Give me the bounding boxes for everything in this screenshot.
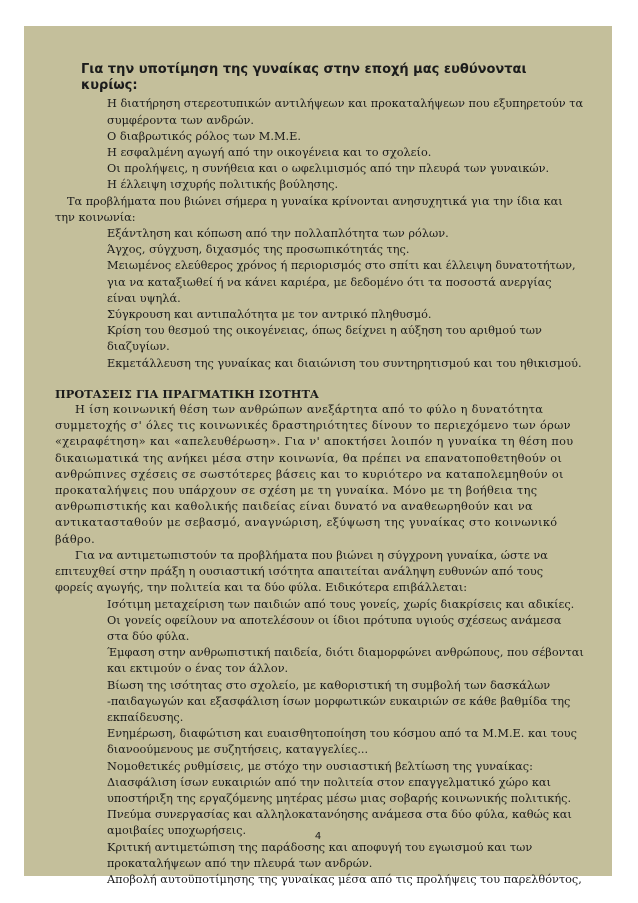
list-item xyxy=(55,161,584,177)
proposals-paragraph: Για να αντιμετωπιστούν τα προβλήματα που βιώνει η σύγχρονη γυναίκα, ώστε να επιτευχθεί στην πράξη η ουσιαστική ισότητα απαιτείται ανάληψη ευθυνών από τους φορείς αγωγής, την πολιτεία και τα δύο φύλα. Ειδικότερα επιβάλλεται: xyxy=(55,548,548,595)
list-item xyxy=(55,356,584,372)
list-item-text: Έμφαση στην ανθρωπιστική παιδεία, διότι διαμορφώνει ανθρώπους, που σέβονται και εκτιμούν ο ένας τον άλλον. xyxy=(107,646,584,676)
problems-list xyxy=(55,226,584,372)
list-item-text: Η διατήρηση στερεοτυπικών αντιλήψεων και προκαταλήψεων που εξυπηρετούν τα συμφέροντα των ανδρών. xyxy=(107,97,584,127)
page-number: 4 xyxy=(314,831,322,842)
list-item xyxy=(55,678,584,727)
list-item xyxy=(55,145,584,161)
list-item-text: Κρίση του θεσμού της οικογένειας, όπως δείχνει η αύξηση του αριθμού των διαζυγίων. xyxy=(107,324,542,354)
document-page xyxy=(24,26,612,886)
list-item xyxy=(55,242,584,258)
list-item xyxy=(55,96,584,128)
list-item-text: Ισότιμη μεταχείριση των παιδιών από τους γονείς, χωρίς διακρίσεις και αδικίες. Οι γονείς οφείλουν να αποτελέσουν οι ίδιοι πρότυπα υγιούς σχέσεως ανάμεσα στα δύο φύλα. xyxy=(107,597,575,643)
section-title: Για την υποτίμηση της γυναίκας στην εποχή μας ευθύνονται κυρίως: xyxy=(81,62,527,94)
list-item xyxy=(55,258,584,307)
causes-list xyxy=(55,96,584,193)
list-item-text: Εξάντληση και κόπωση από την πολλαπλότητα των ρόλων. xyxy=(107,227,449,241)
list-item-text: Ενημέρωση, διαφώτιση και ευαισθητοποίηση του κόσμου από τα Μ.Μ.Ε. και τους διανοούμενους με συζητήσεις, καταγγελίες... xyxy=(107,727,577,757)
list-item xyxy=(55,323,584,355)
proposals-heading: ΠΡΟΤΑΣΕΙΣ ΓΙΑ ΠΡΑΓΜΑΤΙΚΗ ΙΣΟΤΗΤΑ xyxy=(55,386,319,401)
list-item xyxy=(55,129,584,145)
list-item-text: Βίωση της ισότητας στο σχολείο, με καθοριστική τη συμβολή των δασκάλων -παιδαγωγών και εξασφάλιση ίσων μορφωτικών ευκαιριών σε κάθε βαθμίδα της εκπαίδευσης. xyxy=(107,678,571,724)
proposals-paragraph: Η ίση κοινωνική θέση των ανθρώπων ανεξάρτητα από το φύλο η δυνατότητα συμμετοχής σ' όλες τις κοινωνικές δραστηριότητες δίνουν το περιεχόμενο των όρων «χειραφέτηση» και «απελευθέρωση». Για ν' αποκτήσει λοιπόν η γυναίκα τη θέση που δικαιωματικά της ανήκει μέσα στην κοινωνία, θα πρέπει να επανατοποθετηθούν οι ανθρώπινες σχέσεις σε σωστότερες βάσεις και το κυριότερο να καταπολεμηθούν οι προκαταλήψεις που υπάρχουν σε σχέση με τη γυναίκα. Μόνο με τη βοήθεια της ανθρωπιστικής και καθολικής παιδείας είναι δυνατό να αναθεωρηθούν και να αντικατασταθούν με σεβασμό, αναγνώριση, εξύψωση της γυναίκας στο κοινωνικό βάθρο. xyxy=(55,403,574,546)
list-item-text: Κριτική αντιμετώπιση της παράδοσης και αποφυγή του εγωισμού και των προκαταλήψεων από την πλευρά των ανδρών. xyxy=(107,840,533,870)
list-item xyxy=(55,597,584,646)
list-item-text: Εκμετάλλευση της γυναίκας και διαιώνιση του συντηρητισμού και του ηθικισμού. xyxy=(107,356,582,370)
list-item-text: Άγχος, σύγχυση, διχασμός της προσωπικότητάς της. xyxy=(107,243,410,257)
list-item-text: Πνεύμα συνεργασίας και αλληλοκατανόησης ανάμεσα στα δύο φύλα, καθώς και αμοιβαίες υποχωρήσεις. xyxy=(107,808,572,838)
list-item-text: Οι προλήψεις, η συνήθεια και ο ωφελιμισμός από την πλευρά των γυναικών. xyxy=(107,162,550,176)
list-item-text: Η έλλειψη ισχυρής πολιτικής βούλησης. xyxy=(107,178,339,192)
list-item xyxy=(55,177,584,193)
list-item xyxy=(55,307,584,323)
list-item-text: Αποβολή αυτοϋποτίμησης της γυναίκας μέσα από τις προλήψεις του παρελθόντος, xyxy=(107,872,582,886)
list-item xyxy=(55,226,584,242)
list-item xyxy=(55,726,584,758)
list-item-text: Σύγκρουση και αντιπαλότητα με τον αντρικό πληθυσμό. xyxy=(107,308,432,322)
list-item xyxy=(55,872,584,888)
problems-intro: Τα προβλήματα που βιώνει σήμερα η γυναίκα κρίνονται ανησυχητικά για την ίδια και την κοινωνία: xyxy=(55,194,563,224)
list-item-text: Ο διαβρωτικός ρόλος των Μ.Μ.Ε. xyxy=(107,129,301,143)
list-item xyxy=(55,645,584,677)
list-item-text: Μειωμένος ελεύθερος χρόνος ή περιορισμός στο σπίτι και έλλειψη δυνατοτήτων, για να καταξιωθεί ή να κάνει καριέρα, με δεδομένο ότι τα ποσοστά ανεργίας είναι υψηλά. xyxy=(107,259,576,305)
list-item-text: Η εσφαλμένη αγωγή από την οικογένεια και το σχολείο. xyxy=(107,146,432,160)
list-item xyxy=(55,759,584,808)
list-item-text: Νομοθετικές ρυθμίσεις, με στόχο την ουσιαστική βελτίωση της γυναίκας: Διασφάλιση ίσων ευκαιριών από την πολιτεία στον επαγγελματικό χώρο και υποστήριξη της εργαζόμενης μητέρας μέσω μιας σοβαρής κοινωνικής πολιτικής. xyxy=(107,759,572,805)
